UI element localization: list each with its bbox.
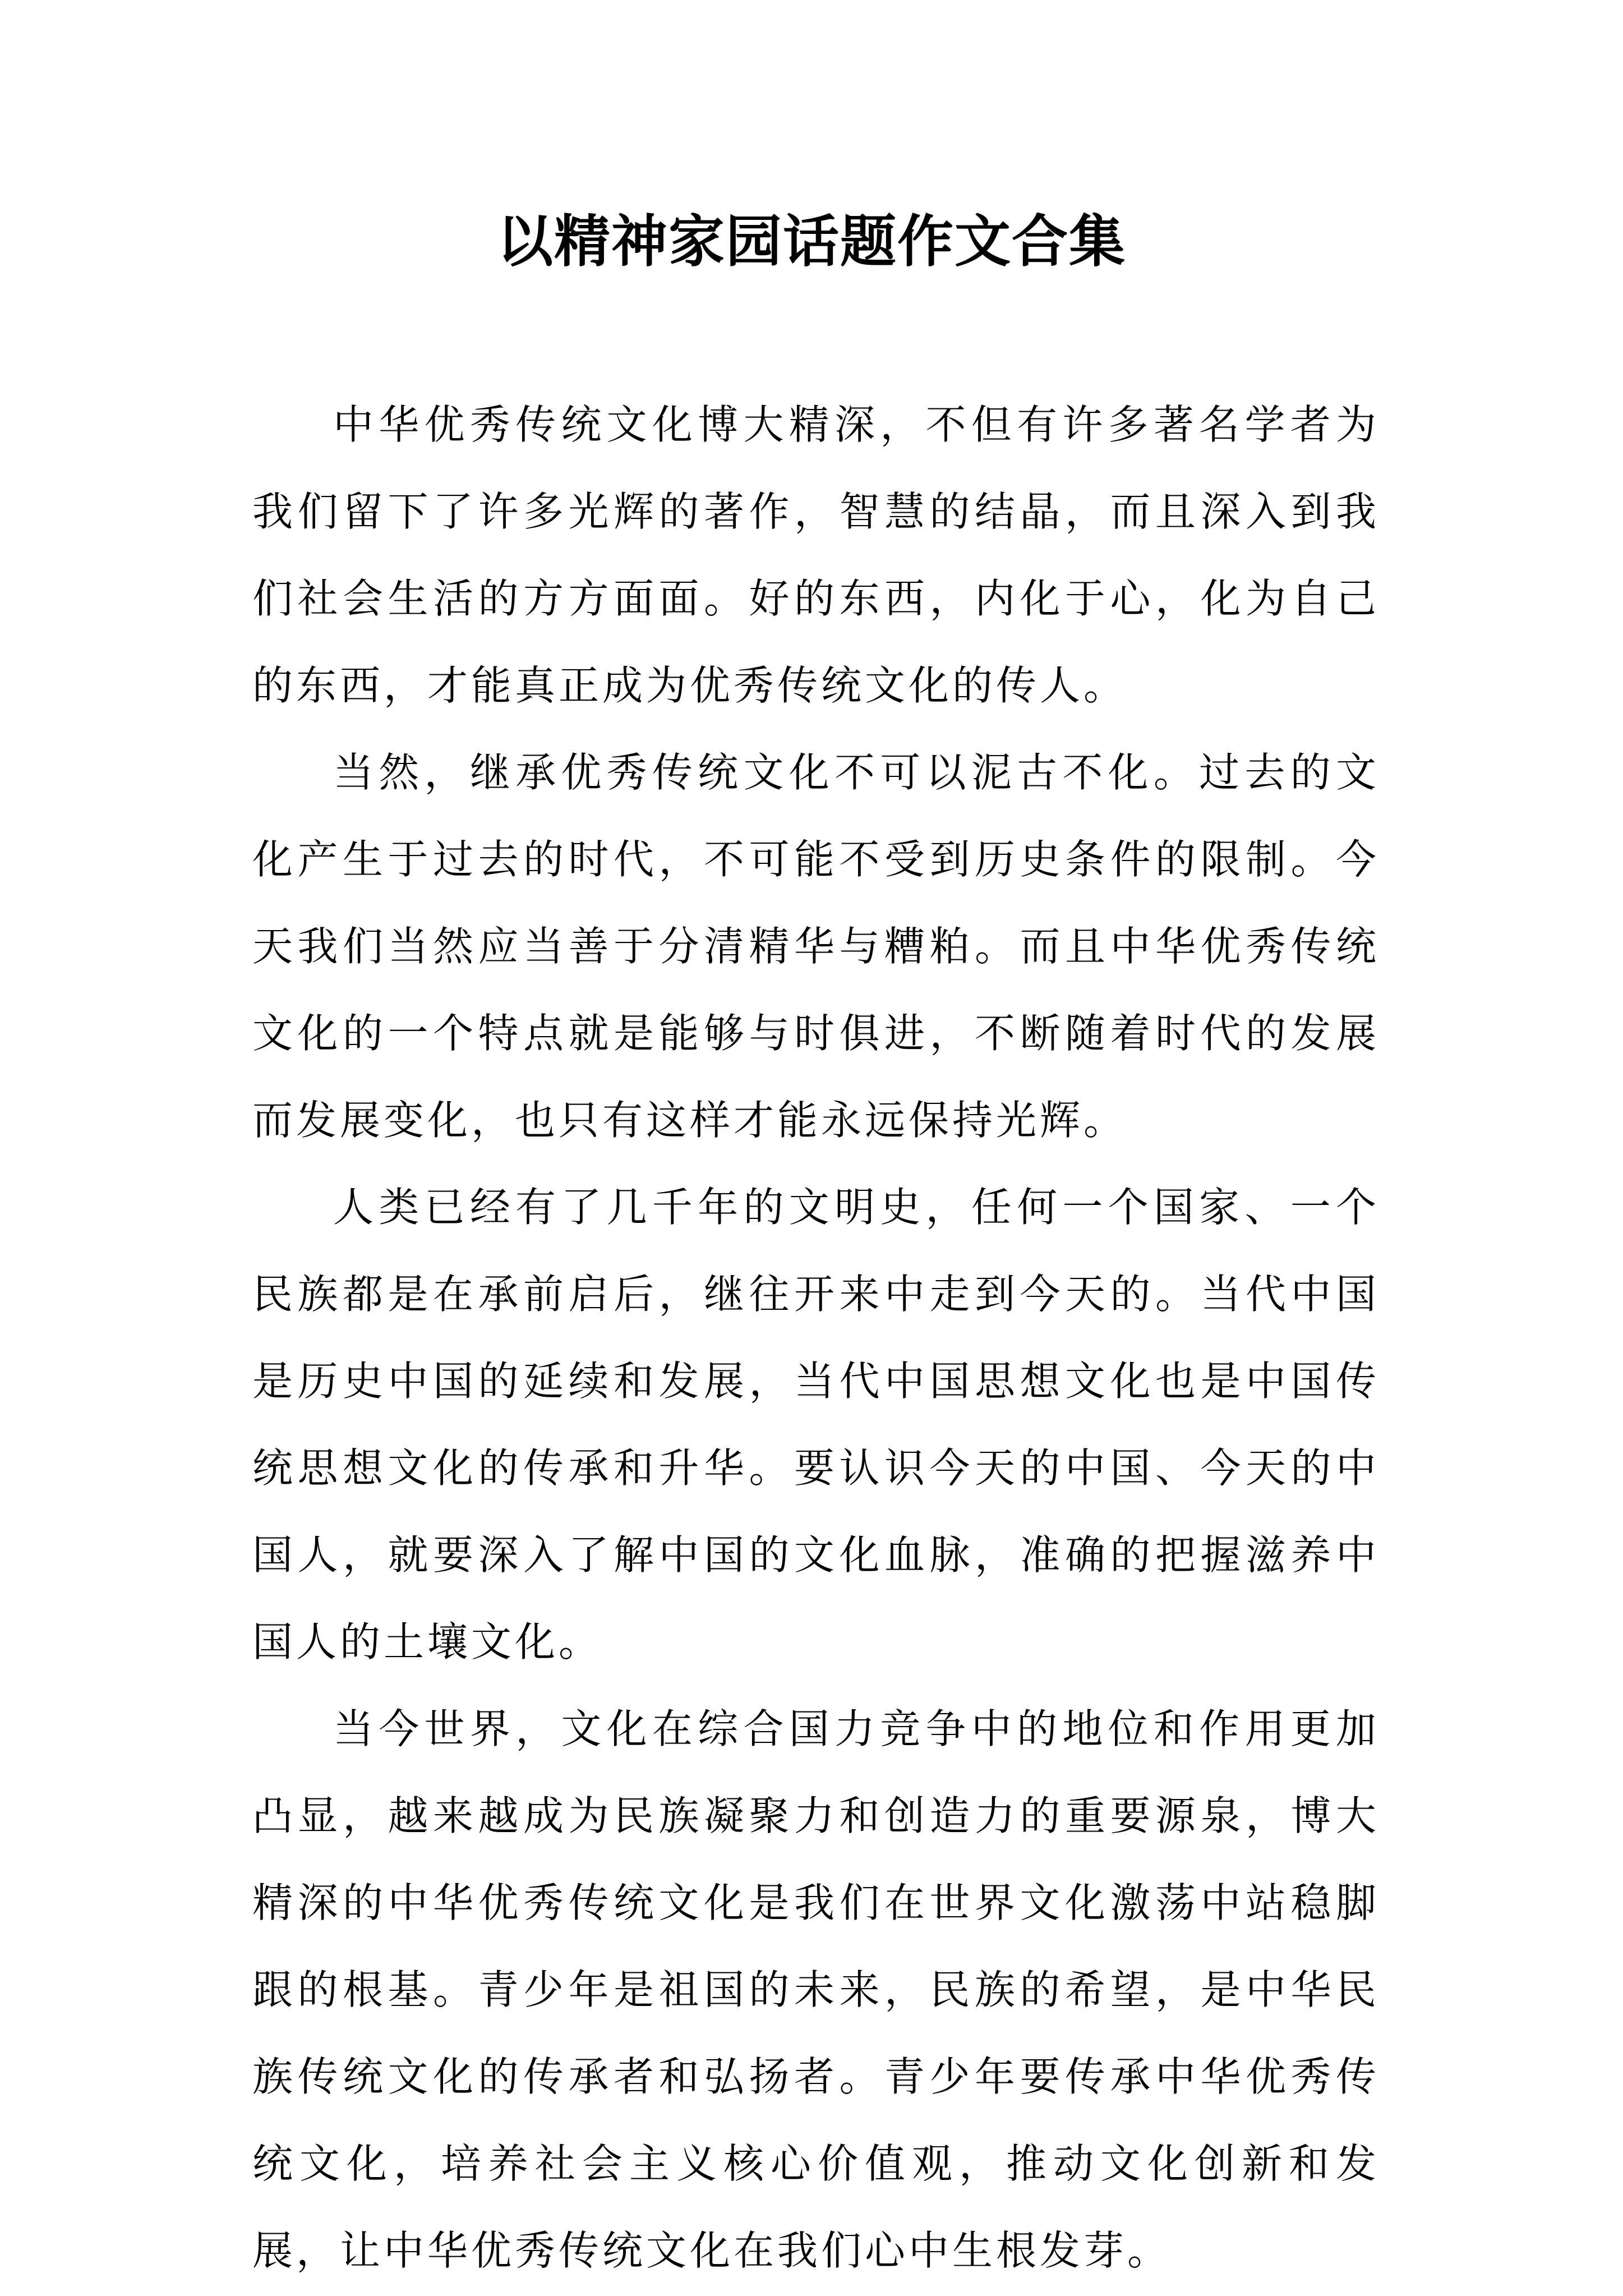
document-body: [252, 381, 1380, 2294]
paragraph-3: 人类已经有了几千年的文明史，任何一个国家、一个民族都是在承前启后，继往开来中走到今天的。当代中国是历史中国的延续和发展，当代中国思想文化也是中国传统思想文化的传承和升华。要认识今天的中国、今天的中国人，就要深入了解中国的文化血脉，准确的把握滋养中国人的土壤文化。: [252, 1184, 1380, 1665]
document-title: 以精神家园话题作文合集: [497, 208, 1126, 274]
paragraph-2: 当然，继承优秀传统文化不可以泥古不化。过去的文化产生于过去的时代，不可能不受到历史条件的限制。今天我们当然应当善于分清精华与糟粕。而且中华优秀传统文化的一个特点就是能够与时俱进，不断随着时代的发展而发展变化，也只有这样才能永远保持光辉。: [252, 749, 1380, 1144]
paragraph-1: 中华优秀传统文化博大精深，不但有许多著名学者为我们留下了许多光辉的著作，智慧的结晶，而且深入到我们社会生活的方方面面。好的东西，内化于心，化为自己的东西，才能真正成为优秀传统文化的传人。: [252, 401, 1380, 709]
paragraph-4: 当今世界，文化在综合国力竞争中的地位和作用更加凸显，越来越成为民族凝聚力和创造力的重要源泉，博大精深的中华优秀传统文化是我们在世界文化激荡中站稳脚跟的根基。青少年是祖国的未来，民族的希望，是中华民族传统文化的传承者和弘扬者。青少年要传承中华优秀传统文化，培养社会主义核心价值观，推动文化创新和发展，让中华优秀传统文化在我们心中生根发芽。: [252, 1705, 1380, 2274]
